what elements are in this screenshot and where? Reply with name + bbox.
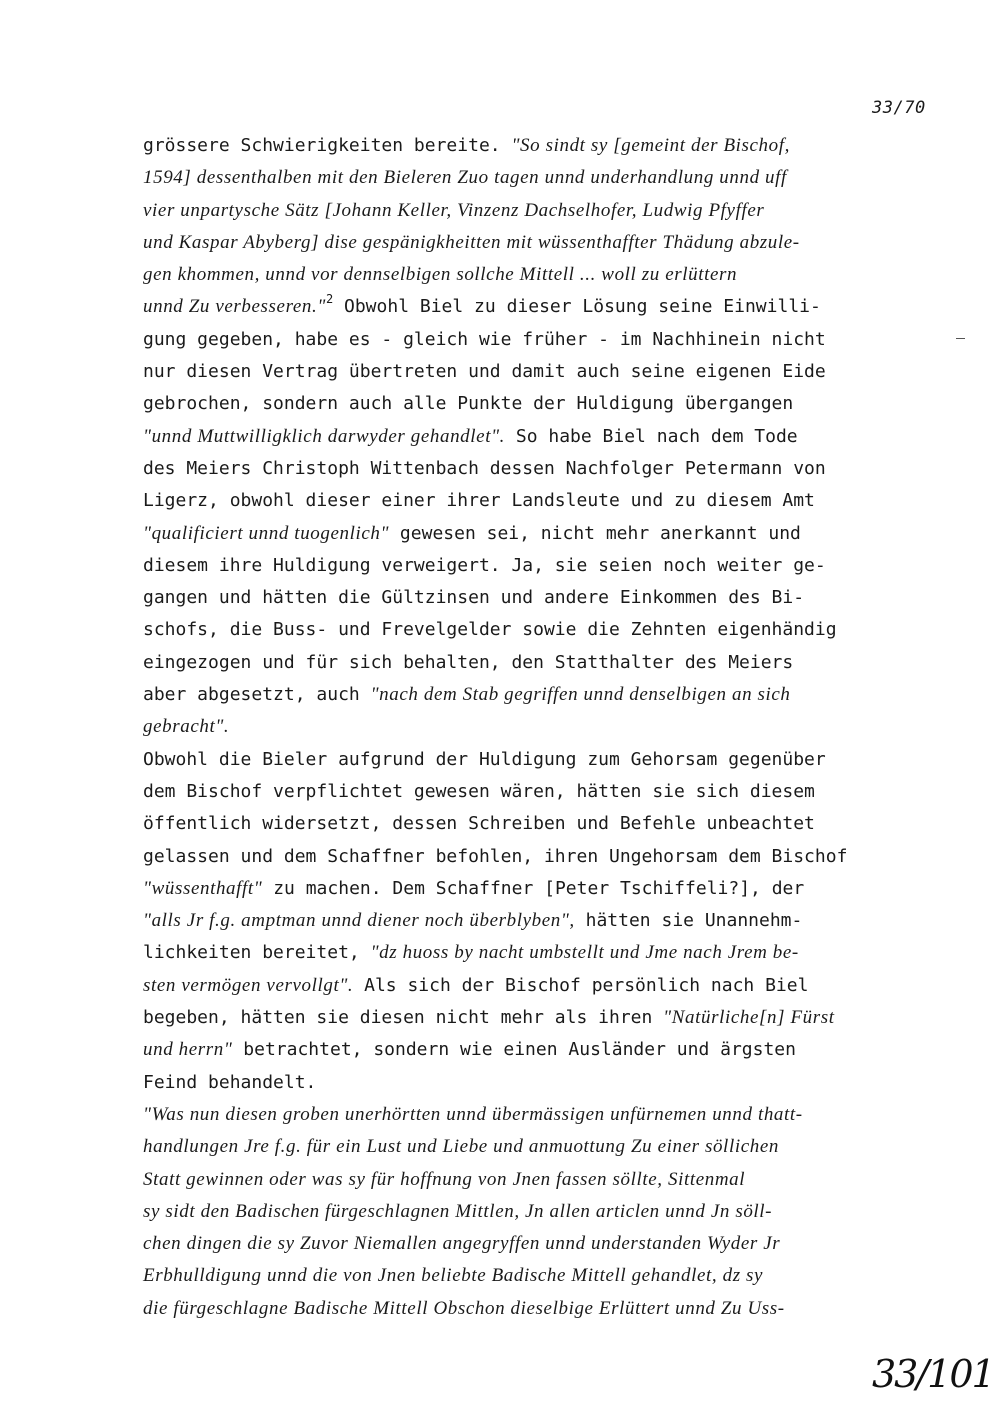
page-number: 33/70: [872, 98, 926, 118]
footnote-marker: 2: [325, 292, 334, 307]
quotation-text: "dz huoss by nacht umbstellt und Jme nach Jrem be-: [370, 942, 799, 964]
text-line: [143, 582, 943, 614]
quotation-text: "wüssenthafft": [143, 877, 263, 899]
quotation-text: sten vermögen vervollgt".: [143, 974, 354, 996]
text-line: [143, 1228, 943, 1260]
text-line: [143, 776, 943, 808]
body-text-run: hätten sie Unannehm-: [574, 910, 803, 932]
quotation-text: "alls Jr f.g. amptman unnd diener noch überblyben",: [143, 910, 575, 932]
quotation-text: und Kaspar Abyberg] dise gespänigkheitten mit wüssenthaffter Thädung abzule-: [143, 231, 800, 253]
text-line: [143, 970, 943, 1002]
body-text-run: gelassen und dem Schaffner befohlen, ihren Ungehorsam dem Bischof: [143, 845, 848, 867]
text-line: [143, 679, 943, 711]
text-line: [143, 1067, 943, 1099]
body-text-run: Feind behandelt.: [143, 1071, 317, 1093]
body-text-run: eingezogen und für sich behalten, den Statthalter des Meiers: [143, 651, 794, 673]
body-text-run: Obwohl Biel zu dieser Lösung seine Einwilli-: [333, 296, 821, 318]
body-text-run: grössere Schwierigkeiten bereite.: [143, 135, 512, 156]
text-line: [143, 130, 943, 162]
text-line: [143, 711, 943, 743]
text-line: [143, 744, 943, 776]
text-line: [143, 453, 943, 485]
quotation-text: handlungen Jre f.g. für ein Lust und Liebe und anmuottung Zu einer söllichen: [143, 1136, 779, 1158]
quotation-text: unnd Zu verbesseren.": [143, 296, 326, 318]
body-text-run: des Meiers Christoph Wittenbach dessen Nachfolger Petermann von: [143, 457, 826, 479]
body-text-run: betrachtet, sondern wie einen Ausländer und ärgsten: [232, 1039, 796, 1061]
text-line: [143, 1164, 943, 1196]
text-line: [143, 485, 943, 517]
body-text-run: nur diesen Vertrag übertreten und damit auch seine eigenen Eide: [143, 361, 826, 383]
text-line: [143, 647, 943, 679]
quotation-text: 1594] dessenthalben mit den Bieleren Zuo tagen unnd underhandlung unnd uff: [143, 167, 787, 189]
text-line: [143, 937, 943, 969]
body-text-run: So habe Biel nach dem Tode: [505, 425, 798, 447]
body-text-run: öffentlich widersetzt, dessen Schreiben und Befehle unbeachtet: [143, 813, 815, 835]
text-line: [143, 388, 943, 420]
text-line: [143, 873, 943, 905]
quotation-text: "qualificiert unnd tuogenlich": [143, 522, 390, 544]
body-text-run: aber abgesetzt, auch: [143, 684, 371, 706]
text-line: [143, 324, 943, 356]
text-line: [143, 195, 943, 227]
body-text-run: gangen und hätten die Gültzinsen und andere Einkommen des Bi-: [143, 587, 805, 609]
quotation-text: die fürgeschlagne Badische Mittell Obschon dieselbige Erlüttert unnd Zu Uss-: [143, 1297, 785, 1319]
text-line: [143, 227, 943, 259]
quotation-text: chen dingen die sy Zuvor Niemallen angegryffen unnd understanden Wyder Jr: [143, 1233, 781, 1255]
text-line: [143, 1002, 943, 1034]
text-line: [143, 1131, 943, 1163]
quotation-text: "So sindt sy [gemeint der Bischof,: [511, 135, 790, 156]
quotation-text: vier unpartysche Sätz [Johann Keller, Vinzenz Dachselhofer, Ludwig Pfyffer: [143, 199, 765, 221]
quotation-text: Statt gewinnen oder was sy für hoffnung von Jnen fassen söllte, Sittenmal: [143, 1168, 746, 1190]
quotation-text: "nach dem Stab gegriffen unnd denselbigen an sich: [370, 684, 791, 706]
body-text-run: lichkeiten bereitet,: [143, 942, 371, 964]
body-text-run: diesem ihre Huldigung verweigert. Ja, sie seien noch weiter ge-: [143, 554, 826, 576]
text-line: [143, 356, 943, 388]
text-line: [143, 518, 943, 550]
body-text-run: gebrochen, sondern auch alle Punkte der Huldigung übergangen: [143, 393, 794, 415]
text-line: [143, 1293, 943, 1325]
body-text-run: gung gegeben, habe es - gleich wie früher - im Nachhinein nicht: [143, 328, 826, 350]
quotation-text: gen khommen, unnd vor dennselbigen sollche Mittell ... woll zu erlüttern: [143, 264, 738, 286]
text-line: [143, 905, 943, 937]
quotation-text: sy sidt den Badischen fürgeschlagnen Mittlen, Jn allen articlen unnd Jn söll-: [143, 1200, 773, 1222]
text-line: [143, 259, 943, 291]
body-text-run: Obwohl die Bieler aufgrund der Huldigung zum Gehorsam gegenüber: [143, 748, 826, 770]
quotation-text: Erbhulldigung unnd die von Jnen beliebte Badische Mittell gehandlet, dz sy: [143, 1265, 764, 1287]
text-line: [143, 421, 943, 453]
body-text-run: Als sich der Bischof persönlich nach Biel: [353, 974, 809, 996]
text-line: [143, 162, 943, 194]
margin-mark: [956, 338, 965, 339]
text-line: [143, 1034, 943, 1066]
body-text-run: begeben, hätten sie diesen nicht mehr als ihren: [143, 1007, 664, 1029]
body-text-run: zu machen. Dem Schaffner [Peter Tschiffeli?], der: [262, 877, 805, 899]
body-text-run: dem Bischof verpflichtet gewesen wären, hätten sie sich diesem: [143, 780, 815, 802]
quotation-text: und herrn": [143, 1039, 233, 1061]
quotation-text: "Natürliche[n] Fürst: [663, 1007, 835, 1029]
text-line: [143, 1196, 943, 1228]
text-line: [143, 808, 943, 840]
text-line: [143, 614, 943, 646]
text-line: [143, 1260, 943, 1292]
body-text: [143, 130, 943, 1325]
archive-number: 33/101: [872, 1352, 994, 1396]
text-line: [143, 291, 943, 323]
text-line: [143, 1099, 943, 1131]
quotation-text: "Was nun diesen groben unerhörtten unnd übermässigen unfürnemen unnd thatt-: [143, 1103, 803, 1125]
text-line: [143, 550, 943, 582]
body-text-run: Ligerz, obwohl dieser einer ihrer Landsleute und zu diesem Amt: [143, 490, 815, 512]
body-text-run: gewesen sei, nicht mehr anerkannt und: [389, 522, 801, 544]
quotation-text: "unnd Muttwilligklich darwyder gehandlet".: [143, 425, 506, 447]
body-text-run: schofs, die Buss- und Frevelgelder sowie die Zehnten eigenhändig: [143, 619, 837, 641]
quotation-text: gebracht".: [143, 716, 230, 738]
text-line: [143, 841, 943, 873]
